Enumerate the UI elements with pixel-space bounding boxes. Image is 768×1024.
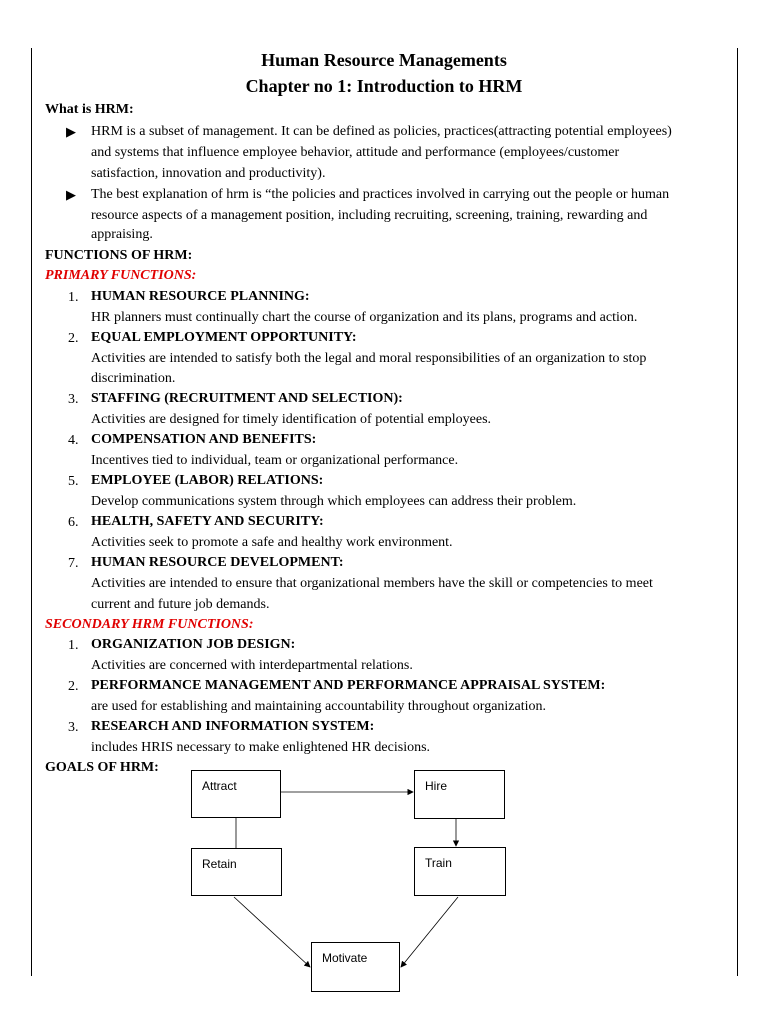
list-number: 6. xyxy=(68,515,79,530)
goal-label: Attract xyxy=(202,779,237,793)
primary-item-title: EQUAL EMPLOYMENT OPPORTUNITY: xyxy=(91,330,357,345)
list-number: 2. xyxy=(68,331,79,346)
secondary-functions-heading: SECONDARY HRM FUNCTIONS: xyxy=(45,617,254,632)
bullet-1-line-3: satisfaction, innovation and productivity). xyxy=(91,166,326,181)
bullet-icon: ▶ xyxy=(66,124,76,139)
primary-item-text: Activities are intended to ensure that organizational members have the skill or competencies to meet xyxy=(91,576,653,591)
bullet-2-line-1: The best explanation of hrm is “the policies and practices involved in carrying out the people or human xyxy=(91,187,670,202)
primary-item-title: HUMAN RESOURCE PLANNING: xyxy=(91,289,310,304)
primary-item-text: current and future job demands. xyxy=(91,597,270,612)
list-number: 5. xyxy=(68,474,79,489)
bullet-2-line-2: resource aspects of a management position, including recruiting, screening, training, rewarding and xyxy=(91,208,648,223)
functions-heading: FUNCTIONS OF HRM: xyxy=(45,248,193,263)
arrow-train-to-motivate xyxy=(401,897,458,967)
list-number: 3. xyxy=(68,392,79,407)
secondary-item-text: are used for establishing and maintaining accountability throughout organization. xyxy=(91,699,547,714)
goal-label: Motivate xyxy=(322,951,368,965)
primary-item-title: COMPENSATION AND BENEFITS: xyxy=(91,432,317,447)
chapter-title: Chapter no 1: Introduction to HRM xyxy=(245,76,523,96)
primary-item-text: Incentives tied to individual, team or organizational performance. xyxy=(91,453,459,468)
primary-item-title: STAFFING (RECRUITMENT AND SELECTION): xyxy=(91,391,403,406)
goal-label: Train xyxy=(425,856,452,870)
bullet-1-line-1: HRM is a subset of management. It can be defined as policies, practices(attracting potential employees) xyxy=(91,124,672,139)
goal-box-retain xyxy=(191,848,282,896)
list-number: 4. xyxy=(68,433,79,448)
primary-item-title: HEALTH, SAFETY AND SECURITY: xyxy=(91,514,324,529)
primary-item-title: EMPLOYEE (LABOR) RELATIONS: xyxy=(91,473,324,488)
goals-heading: GOALS OF HRM: xyxy=(45,760,159,775)
list-number: 1. xyxy=(68,638,79,653)
secondary-item-text: includes HRIS necessary to make enlightened HR decisions. xyxy=(91,740,431,755)
document-title: Human Resource Managements xyxy=(261,50,507,70)
primary-item-text: HR planners must continually chart the course of organization and its plans, programs and action. xyxy=(91,310,638,325)
what-is-heading: What is HRM: xyxy=(45,102,134,117)
list-number: 7. xyxy=(68,556,79,571)
goal-box-hire xyxy=(414,770,505,819)
secondary-item-title: RESEARCH AND INFORMATION SYSTEM: xyxy=(91,719,375,734)
goal-label: Hire xyxy=(425,779,448,793)
goal-box-train xyxy=(414,847,506,896)
list-number: 1. xyxy=(68,290,79,305)
goal-box-motivate xyxy=(311,942,400,992)
list-number: 3. xyxy=(68,720,79,735)
secondary-item-title: PERFORMANCE MANAGEMENT AND PERFORMANCE APPRAISAL SYSTEM: xyxy=(91,678,606,693)
goal-box-attract xyxy=(191,770,281,818)
arrow-retain-to-motivate xyxy=(234,897,310,967)
goal-label: Retain xyxy=(202,857,237,871)
bullet-icon: ▶ xyxy=(66,187,76,202)
primary-item-text: discrimination. xyxy=(91,371,176,386)
list-number: 2. xyxy=(68,679,79,694)
bullet-1-line-2: and systems that influence employee behavior, attitude and performance (employees/customer xyxy=(91,145,620,160)
bullet-2-line-3: appraising. xyxy=(91,227,153,242)
primary-item-text: Develop communications system through which employees can address their problem. xyxy=(91,494,577,509)
primary-item-text: Activities seek to promote a safe and healthy work environment. xyxy=(91,535,453,550)
secondary-item-text: Activities are concerned with interdepartmental relations. xyxy=(91,658,413,673)
primary-item-text: Activities are intended to satisfy both the legal and moral responsibilities of an organization to stop xyxy=(91,351,647,366)
primary-item-title: HUMAN RESOURCE DEVELOPMENT: xyxy=(91,555,344,570)
secondary-item-title: ORGANIZATION JOB DESIGN: xyxy=(91,637,296,652)
primary-item-text: Activities are designed for timely identification of potential employees. xyxy=(91,412,492,427)
primary-functions-heading: PRIMARY FUNCTIONS: xyxy=(45,268,197,283)
